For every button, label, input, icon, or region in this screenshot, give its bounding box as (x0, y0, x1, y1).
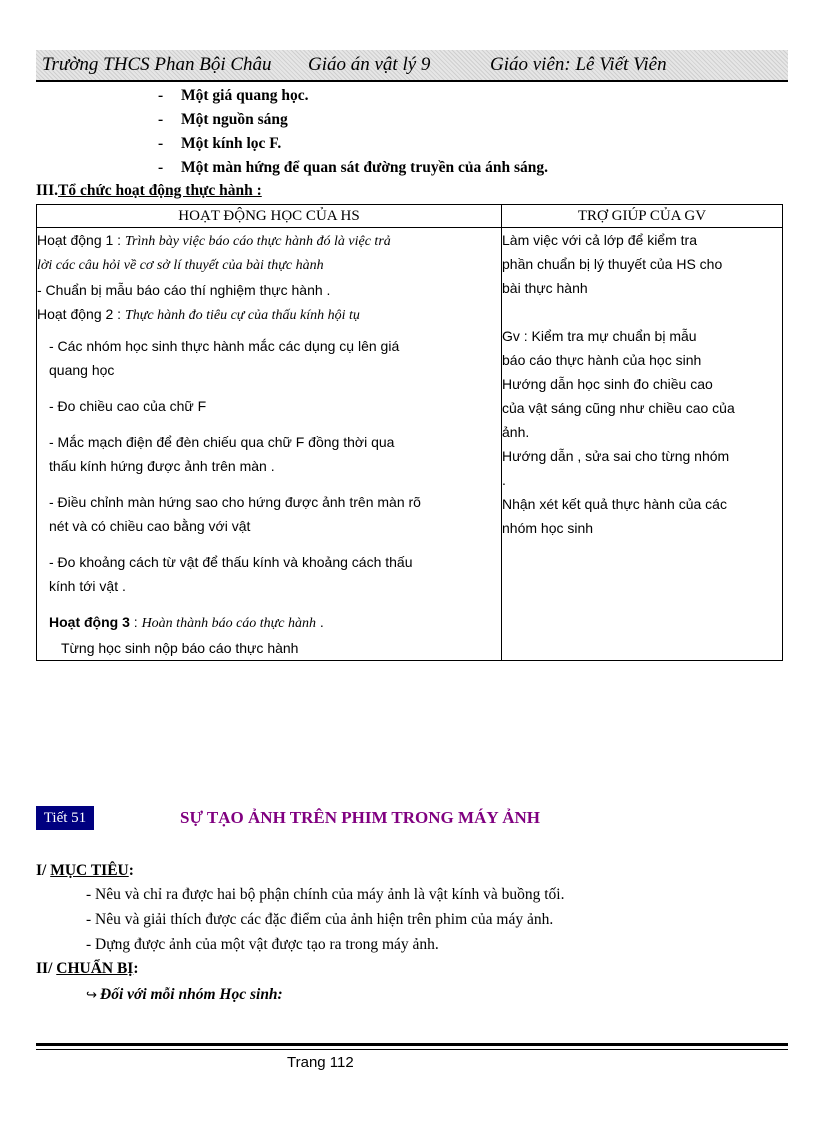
list-item: - Một kính lọc F. (158, 135, 282, 152)
materials-list (158, 84, 548, 180)
objectives-heading: I/ MỤC TIÊU: (36, 862, 134, 879)
header-teacher: Giáo viên: Lê Viết Viên (490, 54, 667, 75)
list-item: - Một giá quang học. (158, 87, 309, 104)
table-row (37, 228, 783, 661)
table-header-row (37, 205, 783, 228)
lesson-title: SỰ TẠO ẢNH TRÊN PHIM TRONG MÁY ẢNH (180, 808, 541, 827)
hand-pointer-icon: ↪ (86, 988, 97, 1003)
preparation-group: ↪ Đối với mỗi nhóm Học sinh: (86, 982, 283, 1008)
list-item: - Một nguồn sáng (158, 111, 288, 128)
activity-3: Hoạt động 3 : Hoàn thành báo cáo thực hành . (49, 614, 324, 631)
header-school: Trường THCS Phan Bội Châu (42, 54, 272, 75)
list-item: - Dựng được ảnh của một vật được tạo ra trong máy ảnh. (86, 936, 439, 953)
page-number: Trang 112 (287, 1054, 354, 1071)
page-header (36, 50, 788, 82)
lesson-badge: Tiết 51 (36, 806, 94, 830)
list-item: - Đo khoảng cách từ vật để thấu kính và khoảng cách thấu kính tới vật . (49, 554, 413, 594)
activity-2: Hoạt động 2 : Thực hành đo tiêu cự của thấu kính hội tụ (37, 306, 360, 323)
header-subject: Giáo án vật lý 9 (308, 54, 431, 75)
section-3-heading: III.Tổ chức hoạt động thực hành : (36, 182, 262, 199)
student-activity-cell: Hoạt động 1 : Trình bày việc báo cáo thực hành đó là việc trả lời các câu hỏi về cơ sở lí thuyết của bài thực hành - Chuẩn bị mẫu báo cáo thí nghiệm thực hành . Hoạt động 2 : Thực hành đo tiêu cự của thấu kính hội tụ - Các nhóm học sinh thực hành mắc các dụng cụ lên giá quang học - Đo chiều cao của chữ F - Mắc mạch điện để đèn chiếu qua chữ F đồng thời qua thấu kính hứng được ảnh trên màn . - Điều chỉnh màn hứng sao cho hứng được ảnh trên màn rõ nét và có chiều cao bằng với vật - Đo khoảng cách từ vật để thấu kính và khoảng cách thấu kính tới vật . Hoạt động 3 : Hoàn thành báo cáo thực hành . Từng học sinh nộp báo cáo thực hành (37, 228, 502, 661)
list-item: - Nêu và chỉ ra được hai bộ phận chính của máy ảnh là vật kính và buồng tối. (86, 886, 565, 903)
activity-1: Hoạt động 1 : Trình bày việc báo cáo thực hành đó là việc trả (37, 232, 391, 249)
list-item: - Mắc mạch điện để đèn chiếu qua chữ F đồng thời qua thấu kính hứng được ảnh trên màn . (49, 434, 395, 474)
footer-rule-thick (36, 1043, 788, 1046)
preparation-heading: II/ CHUẨN BỊ: (36, 960, 139, 977)
list-item: - Nêu và giải thích được các đặc điểm của ảnh hiện trên phim của máy ảnh. (86, 911, 554, 928)
list-item: - Các nhóm học sinh thực hành mắc các dụng cụ lên giá quang học (49, 338, 400, 378)
objectives-list (86, 882, 564, 957)
list-item: - Điều chỉnh màn hứng sao cho hứng được ảnh trên màn rõ nét và có chiều cao bằng với vật (49, 494, 421, 534)
header-teacher-support: TRỢ GIÚP CỦA GV (502, 205, 783, 228)
header-student-activity: HOẠT ĐỘNG HỌC CỦA HS (37, 205, 502, 228)
list-item: - Một màn hứng để quan sát đường truyền của ánh sáng. (158, 159, 548, 176)
activity-table (36, 204, 783, 661)
teacher-support-cell: Làm việc với cả lớp để kiểm tra phần chuẩn bị lý thuyết của HS cho bài thực hành Gv : Kiểm tra mự chuẩn bị mẫu báo cáo thực hành của học sinh Hướng dẫn học sinh đo chiều cao của vật sáng cũng như chiều cao của ảnh. Hướng dẫn , sửa sai cho từng nhóm . Nhận xét kết quả thực hành của các nhóm học sinh (502, 228, 783, 661)
footer-rule-thin (36, 1049, 788, 1050)
list-item: - Đo chiều cao của chữ F (49, 398, 207, 414)
